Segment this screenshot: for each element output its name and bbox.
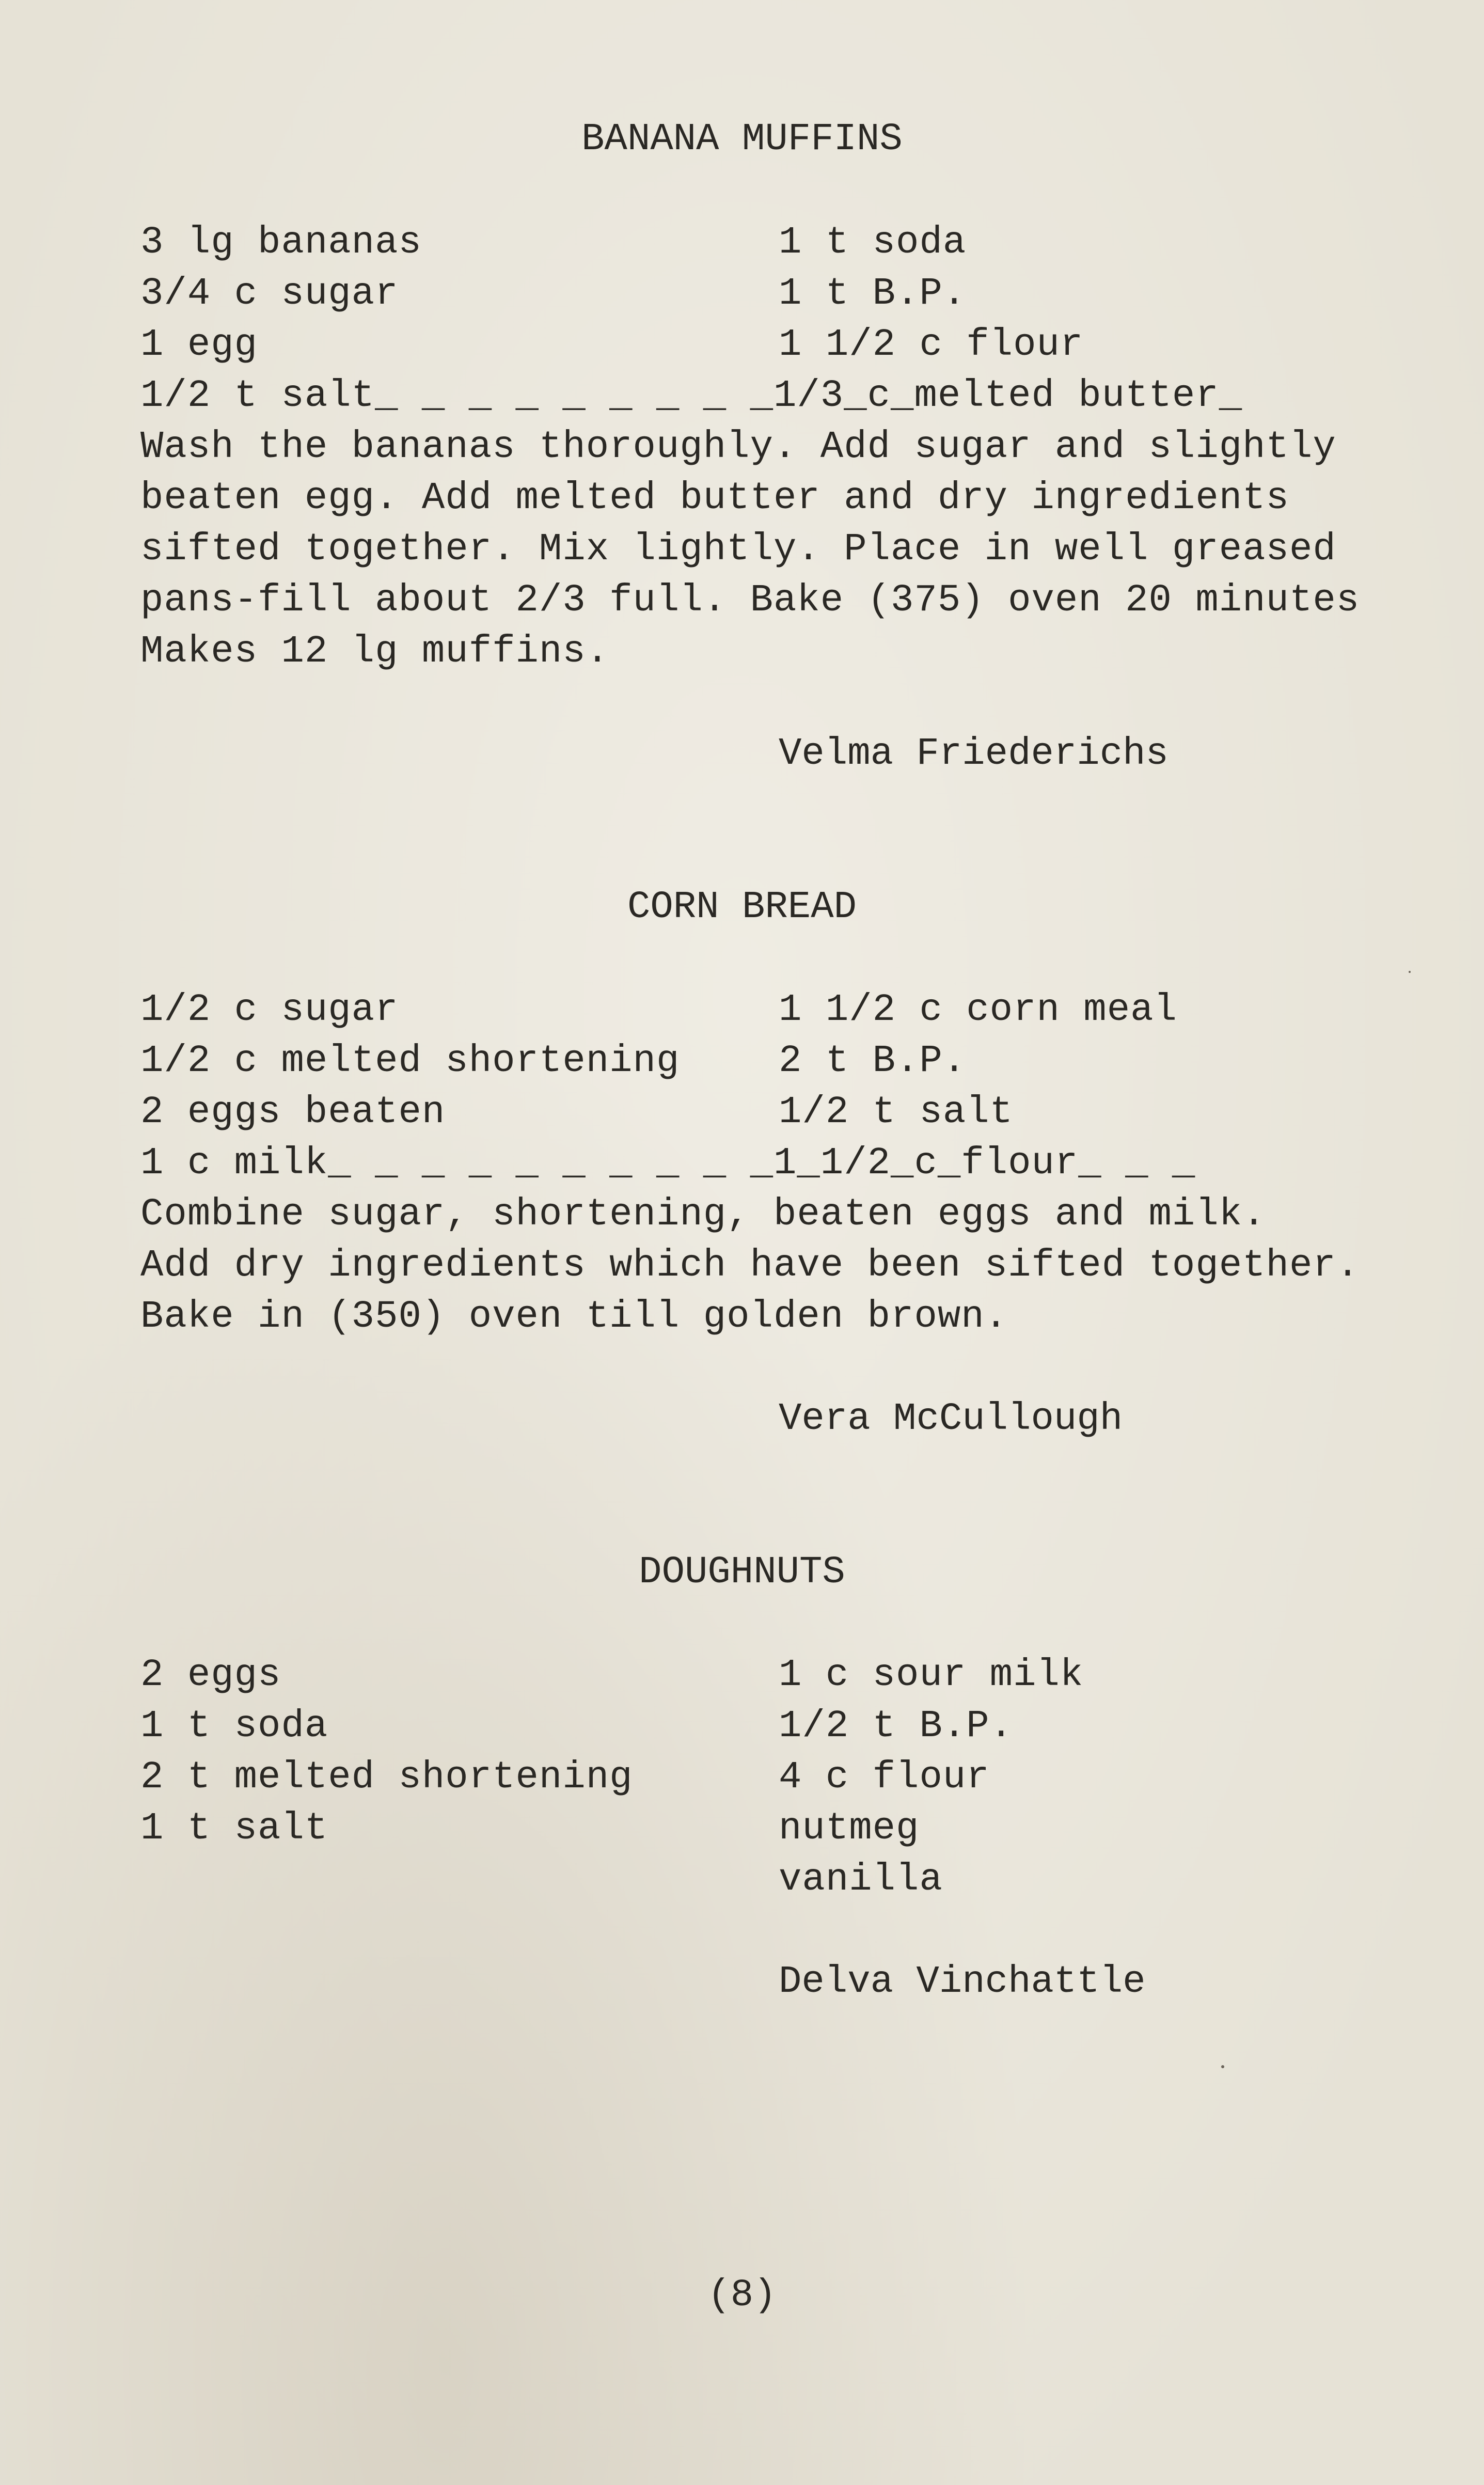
- ingredient-left: 1/2 c sugar: [140, 988, 399, 1032]
- direction-line: Combine sugar, shortening, beaten eggs and milk.: [140, 1193, 1266, 1236]
- ingredient-right: 4 c flour: [779, 1756, 990, 1799]
- ingredient-last-row: 1/2 t salt_ _ _ _ _ _ _ _ _1/3_c_melted butter_: [140, 374, 1243, 418]
- recipe-author: Delva Vinchattle: [779, 1960, 1146, 2004]
- recipe-author: Velma Friederichs: [779, 732, 1169, 776]
- ingredient-left: 1/2 c melted shortening: [140, 1040, 680, 1083]
- ingredient-right: 1 t B.P.: [779, 272, 967, 316]
- ingredient-right: 1/2 t salt: [779, 1091, 1014, 1134]
- paper-speck: [1221, 2065, 1224, 2068]
- ingredient-last-row: 1 c milk_ _ _ _ _ _ _ _ _ _1_1/2_c_flour_ _ _: [140, 1142, 1196, 1185]
- direction-line: beaten egg. Add melted butter and dry ingredients: [140, 477, 1289, 520]
- ingredient-left: 1 t soda: [140, 1705, 328, 1748]
- ingredient-right: 1 t soda: [779, 221, 967, 264]
- direction-line: pans-fill about 2/3 full. Bake (375) oven 20 minutes: [140, 579, 1360, 622]
- ingredient-left: 2 t melted shortening: [140, 1756, 633, 1799]
- page-number: (8): [707, 2274, 777, 2317]
- recipe-title-banana-muffins: BANANA MUFFINS: [581, 118, 903, 161]
- ingredient-right: nutmeg: [779, 1807, 920, 1850]
- ingredient-right: 2 t B.P.: [779, 1040, 967, 1083]
- ingredient-left: 1 t salt: [140, 1807, 328, 1850]
- paper-speck: [1409, 971, 1411, 973]
- recipe-title-corn-bread: CORN BREAD: [627, 886, 857, 929]
- direction-line: Makes 12 lg muffins.: [140, 630, 610, 673]
- direction-line: Bake in (350) oven till golden brown.: [140, 1295, 1008, 1339]
- direction-line: Add dry ingredients which have been sifted together.: [140, 1244, 1360, 1287]
- ingredient-right: 1/2 t B.P.: [779, 1705, 1014, 1748]
- ingredient-left: 2 eggs: [140, 1654, 281, 1697]
- recipe-title-doughnuts: DOUGHNUTS: [639, 1551, 845, 1594]
- ingredient-right: 1 1/2 c flour: [779, 323, 1084, 367]
- ingredient-right: 1 1/2 c corn meal: [779, 988, 1177, 1032]
- ingredient-right: 1 c sour milk: [779, 1654, 1084, 1697]
- direction-line: sifted together. Mix lightly. Place in well greased: [140, 528, 1336, 571]
- recipe-author: Vera McCullough: [779, 1397, 1123, 1441]
- direction-line: Wash the bananas thoroughly. Add sugar and slightly: [140, 426, 1336, 469]
- ingredient-right: vanilla: [779, 1858, 943, 1901]
- ingredient-left: 3 lg bananas: [140, 221, 422, 264]
- ingredient-left: 2 eggs beaten: [140, 1091, 446, 1134]
- ingredient-left: 3/4 c sugar: [140, 272, 399, 316]
- ingredient-left: 1 egg: [140, 323, 258, 367]
